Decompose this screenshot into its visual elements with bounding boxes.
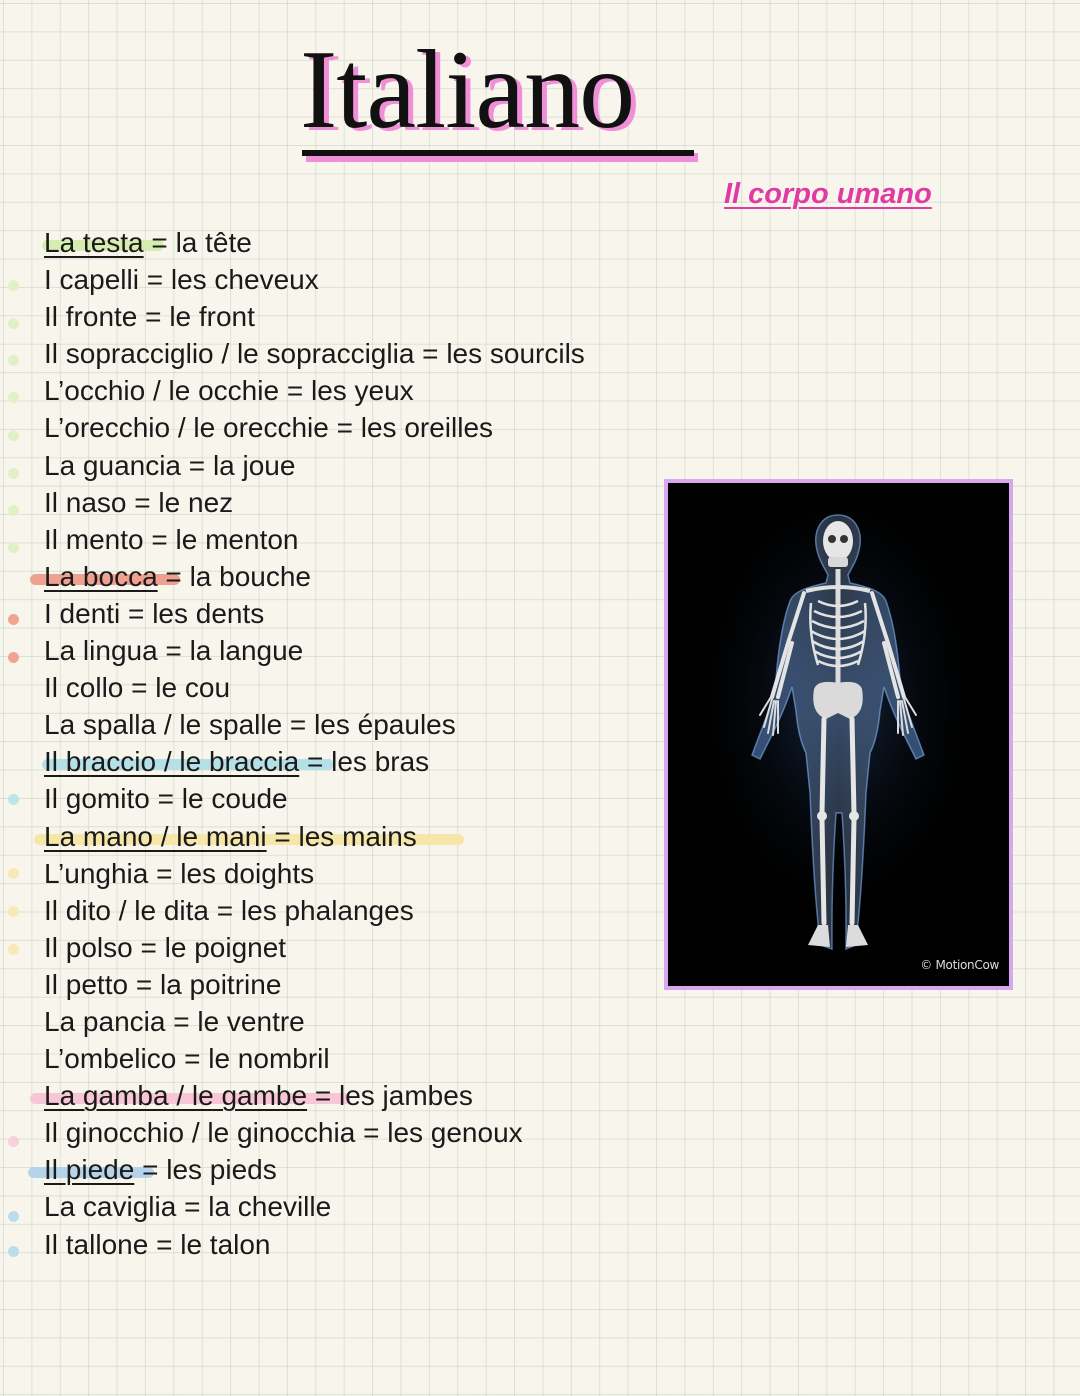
equals-sign: = [128, 968, 160, 1000]
vocab-italian: L’occhio / le occhie [44, 375, 280, 407]
vocab-item [44, 521, 664, 558]
vocab-item [44, 892, 664, 929]
vocab-italian: La caviglia [44, 1191, 177, 1223]
equals-sign: = [282, 709, 315, 741]
vocab-item [44, 1077, 664, 1114]
margin-dot [8, 355, 19, 366]
vocab-french: les dents [152, 597, 265, 629]
vocab-item [44, 743, 664, 780]
vocab-french: la cheville [208, 1191, 332, 1223]
vocab-french: les épaules [314, 709, 456, 741]
equals-sign: = [138, 264, 171, 296]
vocab-item [44, 558, 664, 595]
vocab-item [44, 224, 664, 261]
vocab-item [44, 1188, 664, 1225]
vocab-italian: I denti [44, 597, 121, 629]
vocab-french: la tête [175, 227, 252, 258]
section-subtitle: Il corpo umano [724, 178, 932, 210]
equals-sign: = [134, 1154, 167, 1186]
vocab-item [44, 261, 664, 298]
vocab-italian: I capelli [44, 264, 139, 296]
equals-sign: = [148, 857, 181, 889]
vocab-french: les oreilles [360, 412, 494, 444]
margin-dot [8, 944, 19, 955]
margin-dot [8, 794, 19, 805]
vocab-italian: Il mento [44, 523, 144, 555]
vocab-italian: Il petto [44, 968, 129, 1000]
vocab-item [44, 1151, 664, 1188]
equals-sign: = [137, 301, 170, 333]
vocab-item [44, 298, 664, 335]
vocab-item [44, 372, 664, 409]
vocab-italian: Il dito / le dita [44, 894, 209, 926]
vocab-french: la joue [212, 449, 296, 481]
equals-sign: = [157, 635, 190, 667]
equals-sign: = [299, 746, 332, 778]
equals-sign: = [181, 449, 213, 481]
vocab-french: le cou [155, 672, 231, 704]
vocab-italian: Il piede [44, 1154, 135, 1186]
equals-sign: = [328, 412, 361, 444]
vocab-italian: La bocca [44, 560, 158, 592]
margin-dot [8, 1211, 19, 1222]
equals-sign: = [148, 1228, 181, 1260]
vocab-item [44, 855, 664, 892]
vocab-item [44, 595, 664, 632]
vocab-item [44, 484, 664, 521]
margin-dot [8, 280, 19, 291]
equals-sign: = [208, 894, 241, 926]
vocab-italian: Il braccio / le braccia [44, 746, 300, 778]
margin-dot [8, 505, 19, 516]
vocab-french: le nombril [208, 1043, 330, 1075]
vocab-item [44, 335, 664, 372]
margin-dot [8, 868, 19, 879]
margin-dot [8, 652, 19, 663]
vocab-french: la langue [189, 635, 304, 667]
margin-dot [8, 906, 19, 917]
equals-sign: = [149, 783, 182, 815]
vocab-french: les genoux [387, 1117, 523, 1149]
skeleton-image [664, 479, 1013, 990]
equals-sign: = [157, 560, 190, 592]
vocab-french: le poignet [164, 931, 287, 963]
equals-sign: = [176, 1043, 209, 1075]
vocab-item [44, 1226, 664, 1263]
equals-sign: = [307, 1080, 339, 1112]
vocab-french: le nez [158, 486, 234, 518]
equals-sign: = [120, 597, 153, 629]
equals-sign: = [165, 1005, 198, 1037]
vocab-french: la bouche [189, 560, 311, 592]
vocab-italian: Il collo [44, 672, 124, 704]
margin-dot [8, 430, 19, 441]
vocab-italian: Il fronte [44, 301, 138, 333]
vocab-italian: La pancia [44, 1005, 166, 1037]
equals-sign: = [279, 375, 311, 407]
equals-sign: = [132, 931, 165, 963]
equals-sign: = [414, 338, 447, 370]
vocab-french: le ventre [197, 1005, 305, 1037]
equals-sign: = [266, 820, 299, 852]
vocab-item [44, 632, 664, 669]
vocab-italian: Il ginocchio / le ginocchia [44, 1117, 356, 1149]
margin-dot [8, 392, 19, 403]
vocab-italian: La guancia [44, 449, 182, 481]
vocab-item [44, 706, 664, 743]
vocab-italian: La gamba / le gambe [44, 1080, 308, 1112]
vocab-item [44, 669, 664, 706]
margin-dot [8, 468, 19, 479]
vocab-italian: L’ombelico [44, 1043, 177, 1075]
equals-sign: = [355, 1117, 388, 1149]
vocab-french: les yeux [310, 375, 414, 407]
vocab-french: les bras [331, 746, 430, 778]
vocab-item [44, 780, 664, 817]
margin-dot [8, 1136, 19, 1147]
vocab-item [44, 1114, 664, 1151]
vocab-french: le menton [175, 523, 299, 555]
vocabulary-list [44, 224, 664, 1263]
vocab-italian: Il sopracciglio / le sopracciglia [44, 338, 415, 370]
vocab-italian: Il tallone [44, 1228, 149, 1260]
vocab-item [44, 1040, 664, 1077]
vocab-french: les sourcils [446, 338, 585, 370]
vocab-french: les doights [180, 857, 315, 889]
vocab-italian: La mano / le mani [44, 820, 267, 852]
vocab-item [44, 818, 664, 855]
image-credit: © MotionCow [920, 958, 999, 972]
vocab-french: le talon [180, 1228, 271, 1260]
equals-sign: = [176, 1191, 209, 1223]
vocab-italian: Il gomito [44, 783, 150, 815]
vocab-italian: La lingua [44, 635, 158, 667]
vocab-item [44, 966, 664, 1003]
margin-dot [8, 1246, 19, 1257]
vocab-item [44, 929, 664, 966]
page-title-text: Italiano [300, 28, 635, 152]
vocab-item [44, 447, 664, 484]
vocab-italian: La spalla / le spalle [44, 709, 283, 741]
vocab-french: la poitrine [159, 968, 282, 1000]
page-title [300, 20, 710, 165]
vocab-italian: La testa [44, 227, 144, 258]
vocab-item [44, 409, 664, 446]
equals-sign: = [123, 672, 156, 704]
margin-dot [8, 614, 19, 625]
vocab-french: le coude [181, 783, 288, 815]
vocab-french: les pieds [166, 1154, 277, 1186]
equals-sign: = [143, 227, 176, 258]
vocab-french: les jambes [338, 1080, 473, 1112]
vocab-french: les cheveux [170, 264, 319, 296]
vocab-italian: Il polso [44, 931, 133, 963]
margin-dot [8, 542, 19, 553]
vocab-item [44, 1003, 664, 1040]
skeleton-illustration [668, 483, 1009, 986]
vocab-french: les mains [298, 820, 417, 852]
vocab-italian: L’orecchio / le orecchie [44, 412, 329, 444]
vocab-french: les phalanges [240, 894, 414, 926]
equals-sign: = [126, 486, 159, 518]
equals-sign: = [143, 523, 176, 555]
vocab-italian: Il naso [44, 486, 127, 518]
vocab-italian: L’unghia [44, 857, 149, 889]
margin-dot [8, 318, 19, 329]
vocab-french: le front [169, 301, 255, 333]
